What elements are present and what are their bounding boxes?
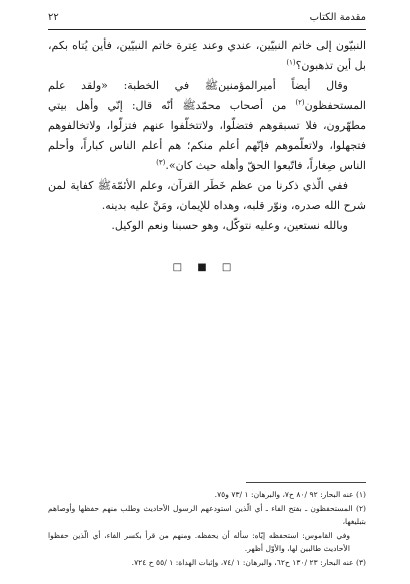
paragraph-2-part-b: في الخطبة: «ولقد علم المستحفظون [48,79,366,112]
running-header [48,12,366,28]
main-text [48,36,366,236]
paragraph-2 [48,76,366,176]
paragraph-3-part-b: كفاية لمن شرح الله صدره، ونوّر قلبه، وهداه للإيمان، ومَنَّ عليه بدينه. [48,179,366,212]
footnote-2-continued: وفي القاموس: استحفظه إيّاه: سأله أن يحفظه. ومنهم من قرأ بكسر الفاء، أي الّذين حفظوا الأحاديث طالبين لها، والأوّل أظهر. [48,530,350,553]
salutation-symbol: ﷺ [204,79,219,92]
footnote-3: (٣) عنه البحار: ٢٣ /١٣٠ ح٦٢، والبرهان: ١ /٧٤، وإثبات الهداة: ١ /٥٥ ح ٧٢٤. [131,557,366,567]
paragraph-2-part-a: وقال أيضاً أميرالمؤمنين [218,79,348,92]
footnote-ref-2: (٢) [295,98,305,107]
paragraph-2-part-c: من أصحاب محمّد [195,99,296,112]
page-number: ٢٢ [48,12,59,23]
section-ornament: □ ■ □ [172,262,238,273]
footnotes [48,488,366,569]
footnote-ref-3: (٣) [156,158,166,167]
running-title: مقدمة الكتاب [309,12,366,23]
paragraph-3 [48,176,366,216]
paragraph-3-part-a: ففي الّذي ذكرنا من عظم خَطَر القرآن، وعلم الأئمّة [111,179,348,192]
paragraph-2-part-d: أنّه قال: إنّي وأهل بيتي مطهّرون، فلا تسبقوهم فتضلّوا، ولاتتخلّفوا عنهم فتزلّوا، ولاتخالفوهم فتجهلوا، ولاتعلّموهم فإنّهم أعلم منكم؛ هم أعلم الناس كباراً، وأحلم الناس صِغاراً، فاتّبعوا الحقّ وأهله حيث كان». [48,99,366,172]
footnote-rule [246,482,366,483]
salutation-symbol: ﷺ [182,99,196,112]
paragraph-1 [48,36,366,76]
salutation-symbol: ﷺ [97,179,112,192]
footnote-2: (٢) المستحفظون ـ بفتح الفاء ـ أي الّذين استودعهم الرسول الأحاديث وطلب منهم حفظها وأوصاهم بتبليغها، [48,503,366,526]
header-rule [48,29,366,30]
footnote-ref-1: (١) [286,58,296,67]
paragraph-1-text: النبيّون إلى خاتم النبيّين، عندي وعند عِترة خاتم النبيّين، فأين يُتاه بكم، بل أين تذهبون؟ [48,39,366,72]
paragraph-4: وبالله نستعين، وعليه نتوكّل، وهو حسبنا ونعم الوكيل. [111,219,348,232]
footnote-1: (١) عنه البحار: ٩٢ /٨٠ ح٧، والبرهان: ١ /٧٣ و٧٥. [214,490,366,499]
